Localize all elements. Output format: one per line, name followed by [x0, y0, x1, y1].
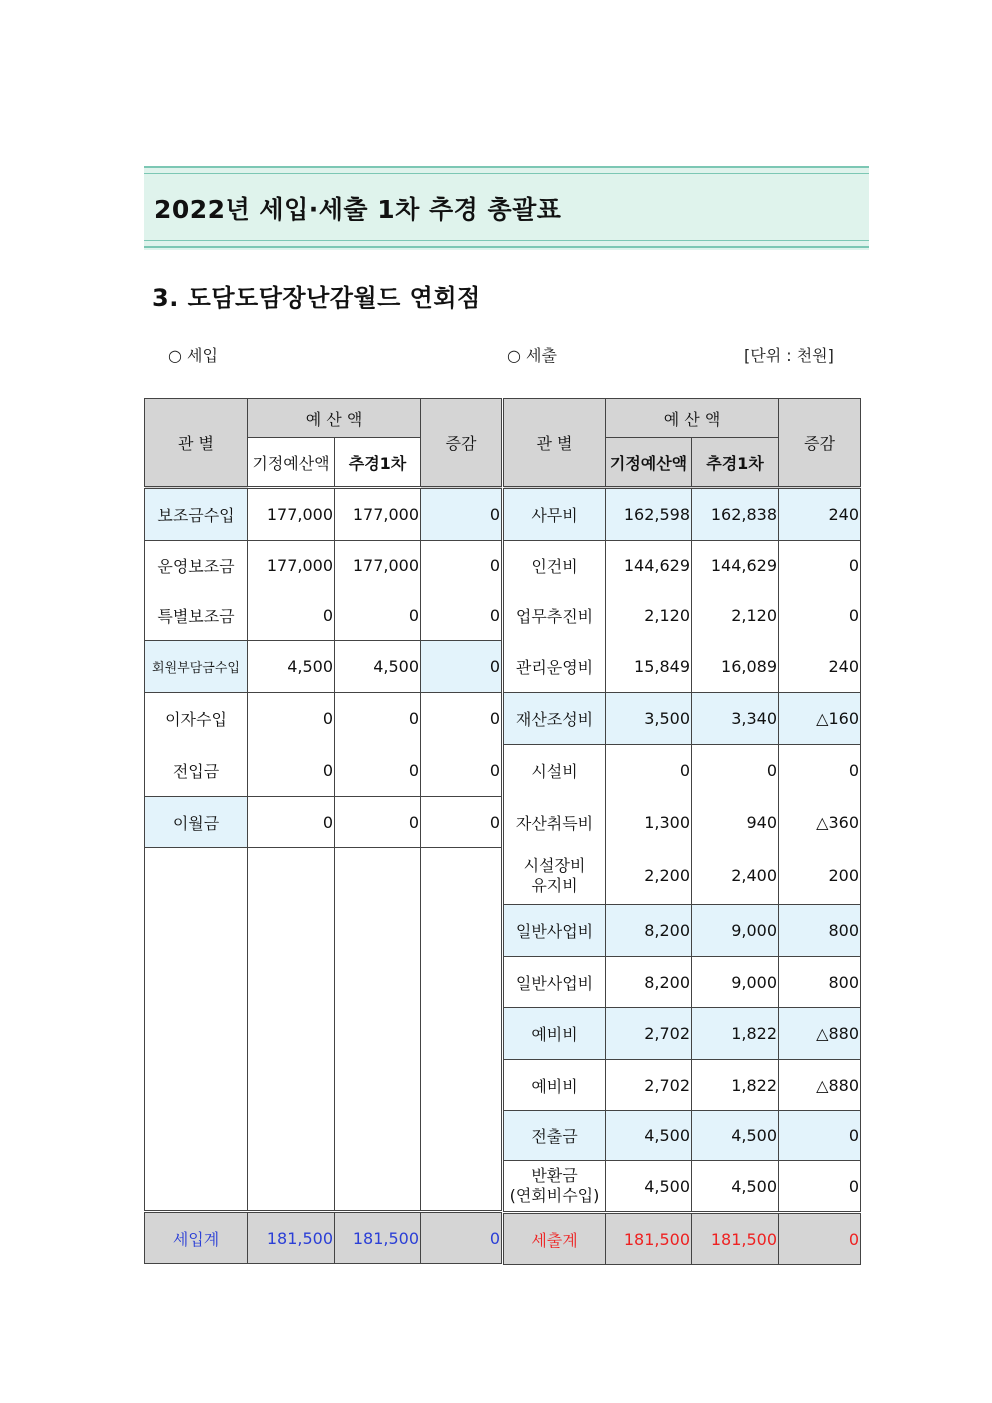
expenditure-existing: 8,200: [606, 957, 692, 1008]
expenditure-total-row: [504, 1213, 861, 1265]
expenditure-name: 자산취득비: [504, 797, 606, 848]
expenditure-name: 일반사업비: [504, 957, 606, 1008]
revenue-name: 보조금수입: [145, 488, 248, 541]
revenue-header-change: 증감: [421, 399, 502, 488]
revenue-header-existing: 기정예산액: [248, 438, 335, 488]
expenditure-existing: 15,849: [606, 641, 692, 693]
revenue-header-supp1: 추경1차: [335, 438, 421, 488]
expenditure-change: 240: [779, 641, 861, 693]
revenue-table: [144, 398, 502, 1264]
expenditure-existing: 2,200: [606, 848, 692, 905]
table-row: [504, 797, 861, 848]
revenue-name: 이자수입: [145, 693, 248, 745]
title-rule-bottom-inner: [144, 240, 869, 241]
unit-label: [단위 : 천원]: [744, 346, 834, 365]
revenue-total-name: 세입계: [145, 1212, 248, 1264]
revenue-change: 0: [421, 641, 502, 693]
expenditure-change: 200: [779, 848, 861, 905]
expenditure-change: 800: [779, 957, 861, 1008]
expenditure-supp1: 16,089: [692, 641, 779, 693]
expenditure-existing: 3,500: [606, 693, 692, 745]
expenditure-table: [503, 398, 861, 1265]
expenditure-header-budget: 예 산 액: [606, 399, 779, 438]
expenditure-change: 800: [779, 905, 861, 957]
expenditure-name: 인건비: [504, 541, 606, 591]
expenditure-existing: 4,500: [606, 1111, 692, 1161]
table-row: [145, 641, 502, 693]
revenue-header-category: 관 별: [145, 399, 248, 488]
expenditure-header-supp1: 추경1차: [692, 438, 779, 488]
expenditure-supp1: 162,838: [692, 488, 779, 541]
expenditure-name-line2: 유지비: [531, 875, 578, 895]
expenditure-header-existing: 기정예산액: [606, 438, 692, 488]
expenditure-supp1: 1,822: [692, 1008, 779, 1060]
revenue-change: 0: [421, 797, 502, 848]
expenditure-name-line2: (연회비수입): [509, 1186, 600, 1205]
table-row: [504, 488, 861, 541]
expenditure-change: 0: [779, 591, 861, 641]
expenditure-supp1: 1,822: [692, 1060, 779, 1111]
table-row: [145, 591, 502, 641]
expenditure-name: 재산조성비: [504, 693, 606, 745]
table-row: [504, 1060, 861, 1111]
title-rule-top: [144, 166, 869, 168]
revenue-name: 회원부담금수입: [145, 641, 248, 693]
expenditure-change: 0: [779, 1111, 861, 1161]
expenditure-header-category: 관 별: [504, 399, 606, 488]
revenue-supp1: 0: [335, 591, 421, 641]
table-row: [145, 797, 502, 848]
revenue-change: 0: [421, 693, 502, 745]
revenue-existing: 177,000: [248, 541, 335, 591]
expenditure-name: 업무추진비: [504, 591, 606, 641]
expenditure-header-change: 증감: [779, 399, 861, 488]
revenue-existing: 4,500: [248, 641, 335, 693]
expenditure-supp1: 3,340: [692, 693, 779, 745]
table-row: [504, 905, 861, 957]
expenditure-existing: 4,500: [606, 1161, 692, 1213]
expenditure-supp1: 0: [692, 745, 779, 797]
expenditure-supp1: 4,500: [692, 1161, 779, 1213]
expenditure-name: 일반사업비: [504, 905, 606, 957]
revenue-total-change: 0: [421, 1212, 502, 1264]
revenue-name: 특별보조금: [145, 591, 248, 641]
revenue-empty-cell: [335, 848, 421, 1212]
revenue-change: 0: [421, 541, 502, 591]
table-row: [504, 591, 861, 641]
revenue-existing: 0: [248, 797, 335, 848]
revenue-existing: 177,000: [248, 488, 335, 541]
revenue-change: 0: [421, 488, 502, 541]
revenue-supp1: 0: [335, 745, 421, 797]
title-rule-top-inner: [144, 173, 869, 174]
expenditure-supp1: 9,000: [692, 957, 779, 1008]
expenditure-supp1: 144,629: [692, 541, 779, 591]
table-row: [145, 693, 502, 745]
expenditure-name: 예비비: [504, 1008, 606, 1060]
expenditure-change: 0: [779, 1161, 861, 1213]
expenditure-existing: 144,629: [606, 541, 692, 591]
revenue-supp1: 177,000: [335, 488, 421, 541]
expenditure-name: 관리운영비: [504, 641, 606, 693]
expenditure-existing: 8,200: [606, 905, 692, 957]
revenue-header-budget: 예 산 액: [248, 399, 421, 438]
expenditure-name-line1: 시설장비: [523, 855, 586, 875]
table-row: [504, 641, 861, 693]
expenditure-change: 240: [779, 488, 861, 541]
expenditure-supp1: 940: [692, 797, 779, 848]
expenditure-label: ○ 세출: [507, 346, 557, 365]
table-row: [504, 1111, 861, 1161]
expenditure-name: 시설비: [504, 745, 606, 797]
expenditure-change: 0: [779, 745, 861, 797]
revenue-empty-cell: [421, 848, 502, 1212]
expenditure-change: △160: [779, 693, 861, 745]
expenditure-name-multiline: [504, 1161, 606, 1213]
expenditure-supp1: 2,120: [692, 591, 779, 641]
expenditure-change: 0: [779, 541, 861, 591]
expenditure-existing: 2,120: [606, 591, 692, 641]
table-row: [504, 1161, 861, 1213]
revenue-existing: 0: [248, 693, 335, 745]
expenditure-supp1: 9,000: [692, 905, 779, 957]
table-row: [504, 848, 861, 905]
table-row: [504, 693, 861, 745]
title-rule-bottom: [144, 246, 869, 248]
expenditure-total-existing: 181,500: [606, 1213, 692, 1265]
expenditure-name: 예비비: [504, 1060, 606, 1111]
table-row: [504, 541, 861, 591]
expenditure-name-line1: 반환금: [531, 1166, 578, 1185]
table-row: [504, 745, 861, 797]
expenditure-total-supp1: 181,500: [692, 1213, 779, 1265]
expenditure-supp1: 2,400: [692, 848, 779, 905]
expenditure-existing: 0: [606, 745, 692, 797]
table-row: [504, 1008, 861, 1060]
table-row-empty: [145, 848, 502, 1212]
revenue-supp1: 0: [335, 693, 421, 745]
revenue-name: 운영보조금: [145, 541, 248, 591]
expenditure-total-change: 0: [779, 1213, 861, 1265]
table-row: [145, 541, 502, 591]
expenditure-name: 사무비: [504, 488, 606, 541]
page-title: 2022년 세입·세출 1차 추경 총괄표: [154, 195, 562, 224]
revenue-total-supp1: 181,500: [335, 1212, 421, 1264]
expenditure-change: △360: [779, 797, 861, 848]
table-row: [145, 488, 502, 541]
expenditure-existing: 1,300: [606, 797, 692, 848]
table-row: [145, 745, 502, 797]
section-title: 3. 도담도담장난감월드 연회점: [152, 284, 481, 312]
expenditure-existing: 2,702: [606, 1008, 692, 1060]
revenue-change: 0: [421, 745, 502, 797]
expenditure-change: △880: [779, 1008, 861, 1060]
revenue-total-row: [145, 1212, 502, 1264]
revenue-supp1: 4,500: [335, 641, 421, 693]
expenditure-existing: 162,598: [606, 488, 692, 541]
revenue-label: ○ 세입: [168, 346, 218, 365]
expenditure-name: 전출금: [504, 1111, 606, 1161]
expenditure-header-row: [504, 399, 861, 438]
revenue-name: 이월금: [145, 797, 248, 848]
revenue-change: 0: [421, 591, 502, 641]
revenue-existing: 0: [248, 591, 335, 641]
expenditure-existing: 2,702: [606, 1060, 692, 1111]
revenue-name: 전입금: [145, 745, 248, 797]
revenue-existing: 0: [248, 745, 335, 797]
expenditure-name-multiline: [504, 848, 606, 905]
revenue-empty-cell: [145, 848, 248, 1212]
title-box: [144, 166, 869, 250]
revenue-supp1: 177,000: [335, 541, 421, 591]
expenditure-total-name: 세출계: [504, 1213, 606, 1265]
expenditure-supp1: 4,500: [692, 1111, 779, 1161]
revenue-header-row: [145, 399, 502, 438]
table-row: [504, 957, 861, 1008]
revenue-supp1: 0: [335, 797, 421, 848]
revenue-empty-cell: [248, 848, 335, 1212]
revenue-total-existing: 181,500: [248, 1212, 335, 1264]
expenditure-change: △880: [779, 1060, 861, 1111]
